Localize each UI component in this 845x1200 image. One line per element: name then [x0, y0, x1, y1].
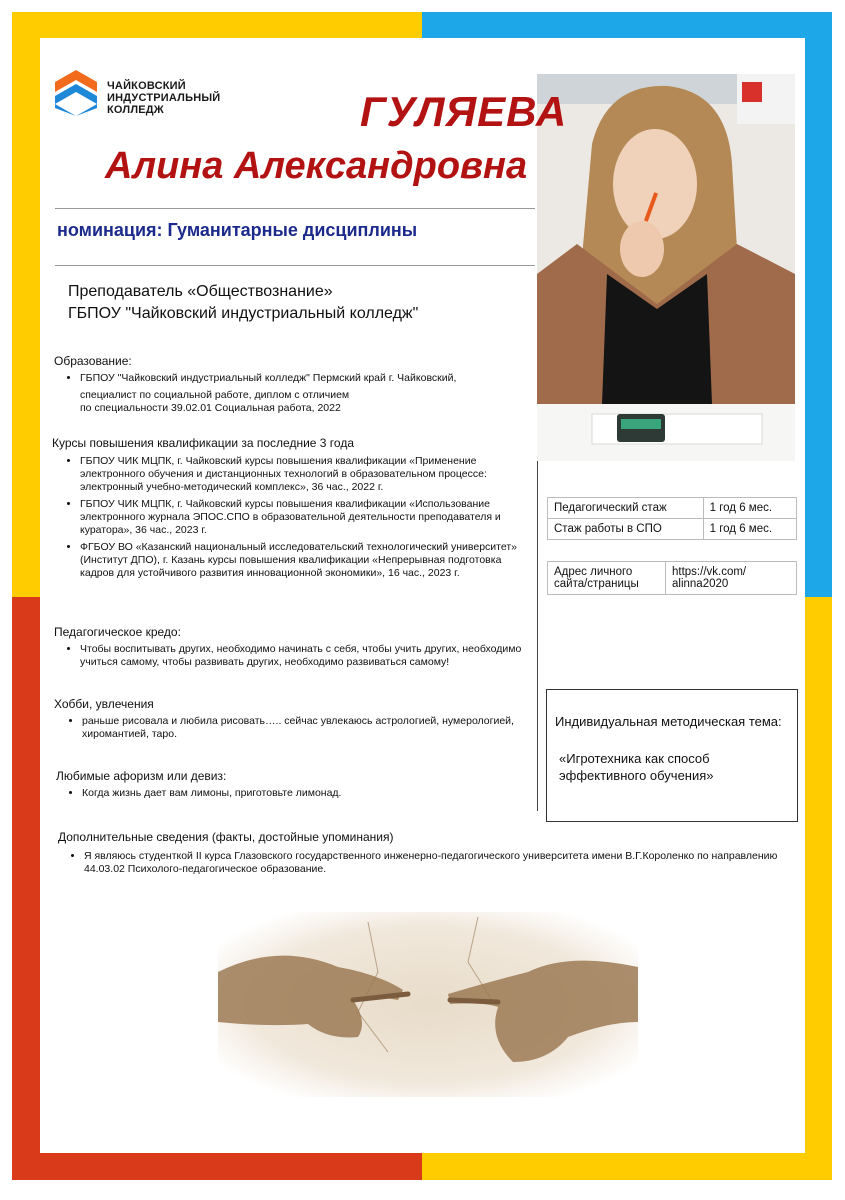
position-block	[68, 281, 418, 325]
table-row	[548, 498, 797, 519]
site-table	[547, 561, 797, 595]
column-divider	[537, 461, 538, 811]
course-item: • ГБПОУ ЧИК МЦПК, г. Чайковский курсы повышения квалификации «Применение электронного обучения и дистанционных технологий в образовательном процессе: электронный учебно-методический комплекс», 36 час., 2022 г.	[80, 455, 532, 494]
frame-yellow-bottom-right	[422, 1153, 832, 1180]
courses-heading: Курсы повышения квалификации за последние 3 года	[52, 436, 355, 450]
table-row	[548, 519, 797, 540]
logo-line-2: ИНДУСТРИАЛЬНЫЙ	[107, 92, 221, 104]
site-label: Адрес личного сайта/страницы	[548, 562, 666, 595]
hobby-heading: Хобби, увлечения	[54, 697, 154, 711]
surname-title: ГУЛЯЕВА	[360, 88, 568, 135]
logo-line-1: ЧАЙКОВСКИЙ	[107, 80, 186, 92]
experience-table	[547, 497, 797, 540]
frame-yellow-top-left	[12, 12, 422, 38]
experience-value: 1 год 6 мес.	[703, 519, 796, 540]
portrait-photo	[537, 74, 795, 461]
creation-of-adam-hands-image	[218, 912, 638, 1097]
table-row	[548, 562, 797, 595]
experience-value: 1 год 6 мес.	[703, 498, 796, 519]
motto-item: • Когда жизнь дает вам лимоны, приготовьте лимонад.	[82, 787, 524, 800]
motto-heading: Любимые афоризм или девиз:	[56, 769, 227, 783]
divider-nomination	[55, 265, 535, 266]
site-link[interactable]: https://vk.com/ alinna2020	[666, 562, 797, 595]
frame-yellow-left	[12, 12, 40, 602]
extra-list	[66, 850, 796, 880]
method-heading: Индивидуальная методическая тема:	[555, 714, 782, 729]
college-logo-icon	[55, 70, 97, 116]
education-heading: Образование:	[54, 354, 132, 368]
frame-blue-top-right	[422, 12, 832, 38]
frame-blue-right	[805, 12, 832, 597]
hobby-list	[64, 715, 524, 745]
method-topic: «Игротехника как способ эффективного обучения»	[559, 751, 714, 783]
experience-label: Педагогический стаж	[548, 498, 704, 519]
hobby-item: • раньше рисовала и любила рисовать….. сейчас увлекаюсь астрологией, нумерологией, хиромантией, таро.	[82, 715, 524, 741]
education-cont-1: специалист по социальной работе, диплом с отличием	[80, 389, 350, 401]
credo-heading: Педагогическое кредо:	[54, 625, 181, 639]
college-logo	[55, 70, 225, 118]
courses-list	[62, 455, 532, 584]
education-list	[62, 372, 532, 415]
credo-list	[62, 643, 522, 673]
extra-item: • Я являюсь студенткой II курса Глазовского государственного инженерно-педагогического университета имени В.Г.Короленко по направлению 44.03.02 Психолого-педагогическое образование.	[84, 850, 796, 876]
motto-list	[64, 787, 524, 804]
education-cont-2: по специальности 39.02.01 Социальная работа, 2022	[80, 402, 341, 414]
frame-red-bottom-left	[12, 1153, 422, 1180]
position-line-1: Преподаватель «Обществознание»	[68, 283, 333, 300]
education-item: • ГБПОУ "Чайковский индустриальный колледж" Пермский край г. Чайковский,	[80, 372, 532, 385]
course-item: • ФГБОУ ВО «Казанский национальный исследовательский технологический университет» (Институт ДПО), г. Казань курсы повышения квалификации «Непрерывная подготовка кадров для устойчивого развития инновационной экономики», 16 час., 2023 г.	[80, 541, 532, 580]
frame-yellow-right	[805, 597, 832, 1180]
frame-red-left	[12, 597, 40, 1180]
method-topic-box	[546, 689, 798, 822]
full-name-title: Алина Александровна	[105, 145, 528, 187]
logo-line-3: КОЛЛЕДЖ	[107, 104, 164, 116]
extra-heading: Дополнительные сведения (факты, достойные упоминания)	[58, 830, 394, 844]
nomination-title: номинация: Гуманитарные дисциплины	[57, 220, 418, 240]
credo-item: • Чтобы воспитывать других, необходимо начинать с себя, чтобы учить других, необходимо учиться самому, чтобы развивать других, необходимо развиваться самому!	[80, 643, 522, 669]
course-item: • ГБПОУ ЧИК МЦПК, г. Чайковский курсы повышения квалификации «Использование электронного журнала ЭПОС.СПО в образовательной деятельности преподавателя и куратора», 36 час., 2023 г.	[80, 498, 532, 537]
divider-top	[55, 208, 535, 209]
position-line-2: ГБПОУ "Чайковский индустриальный колледж"	[68, 305, 419, 322]
experience-label: Стаж работы в СПО	[548, 519, 704, 540]
